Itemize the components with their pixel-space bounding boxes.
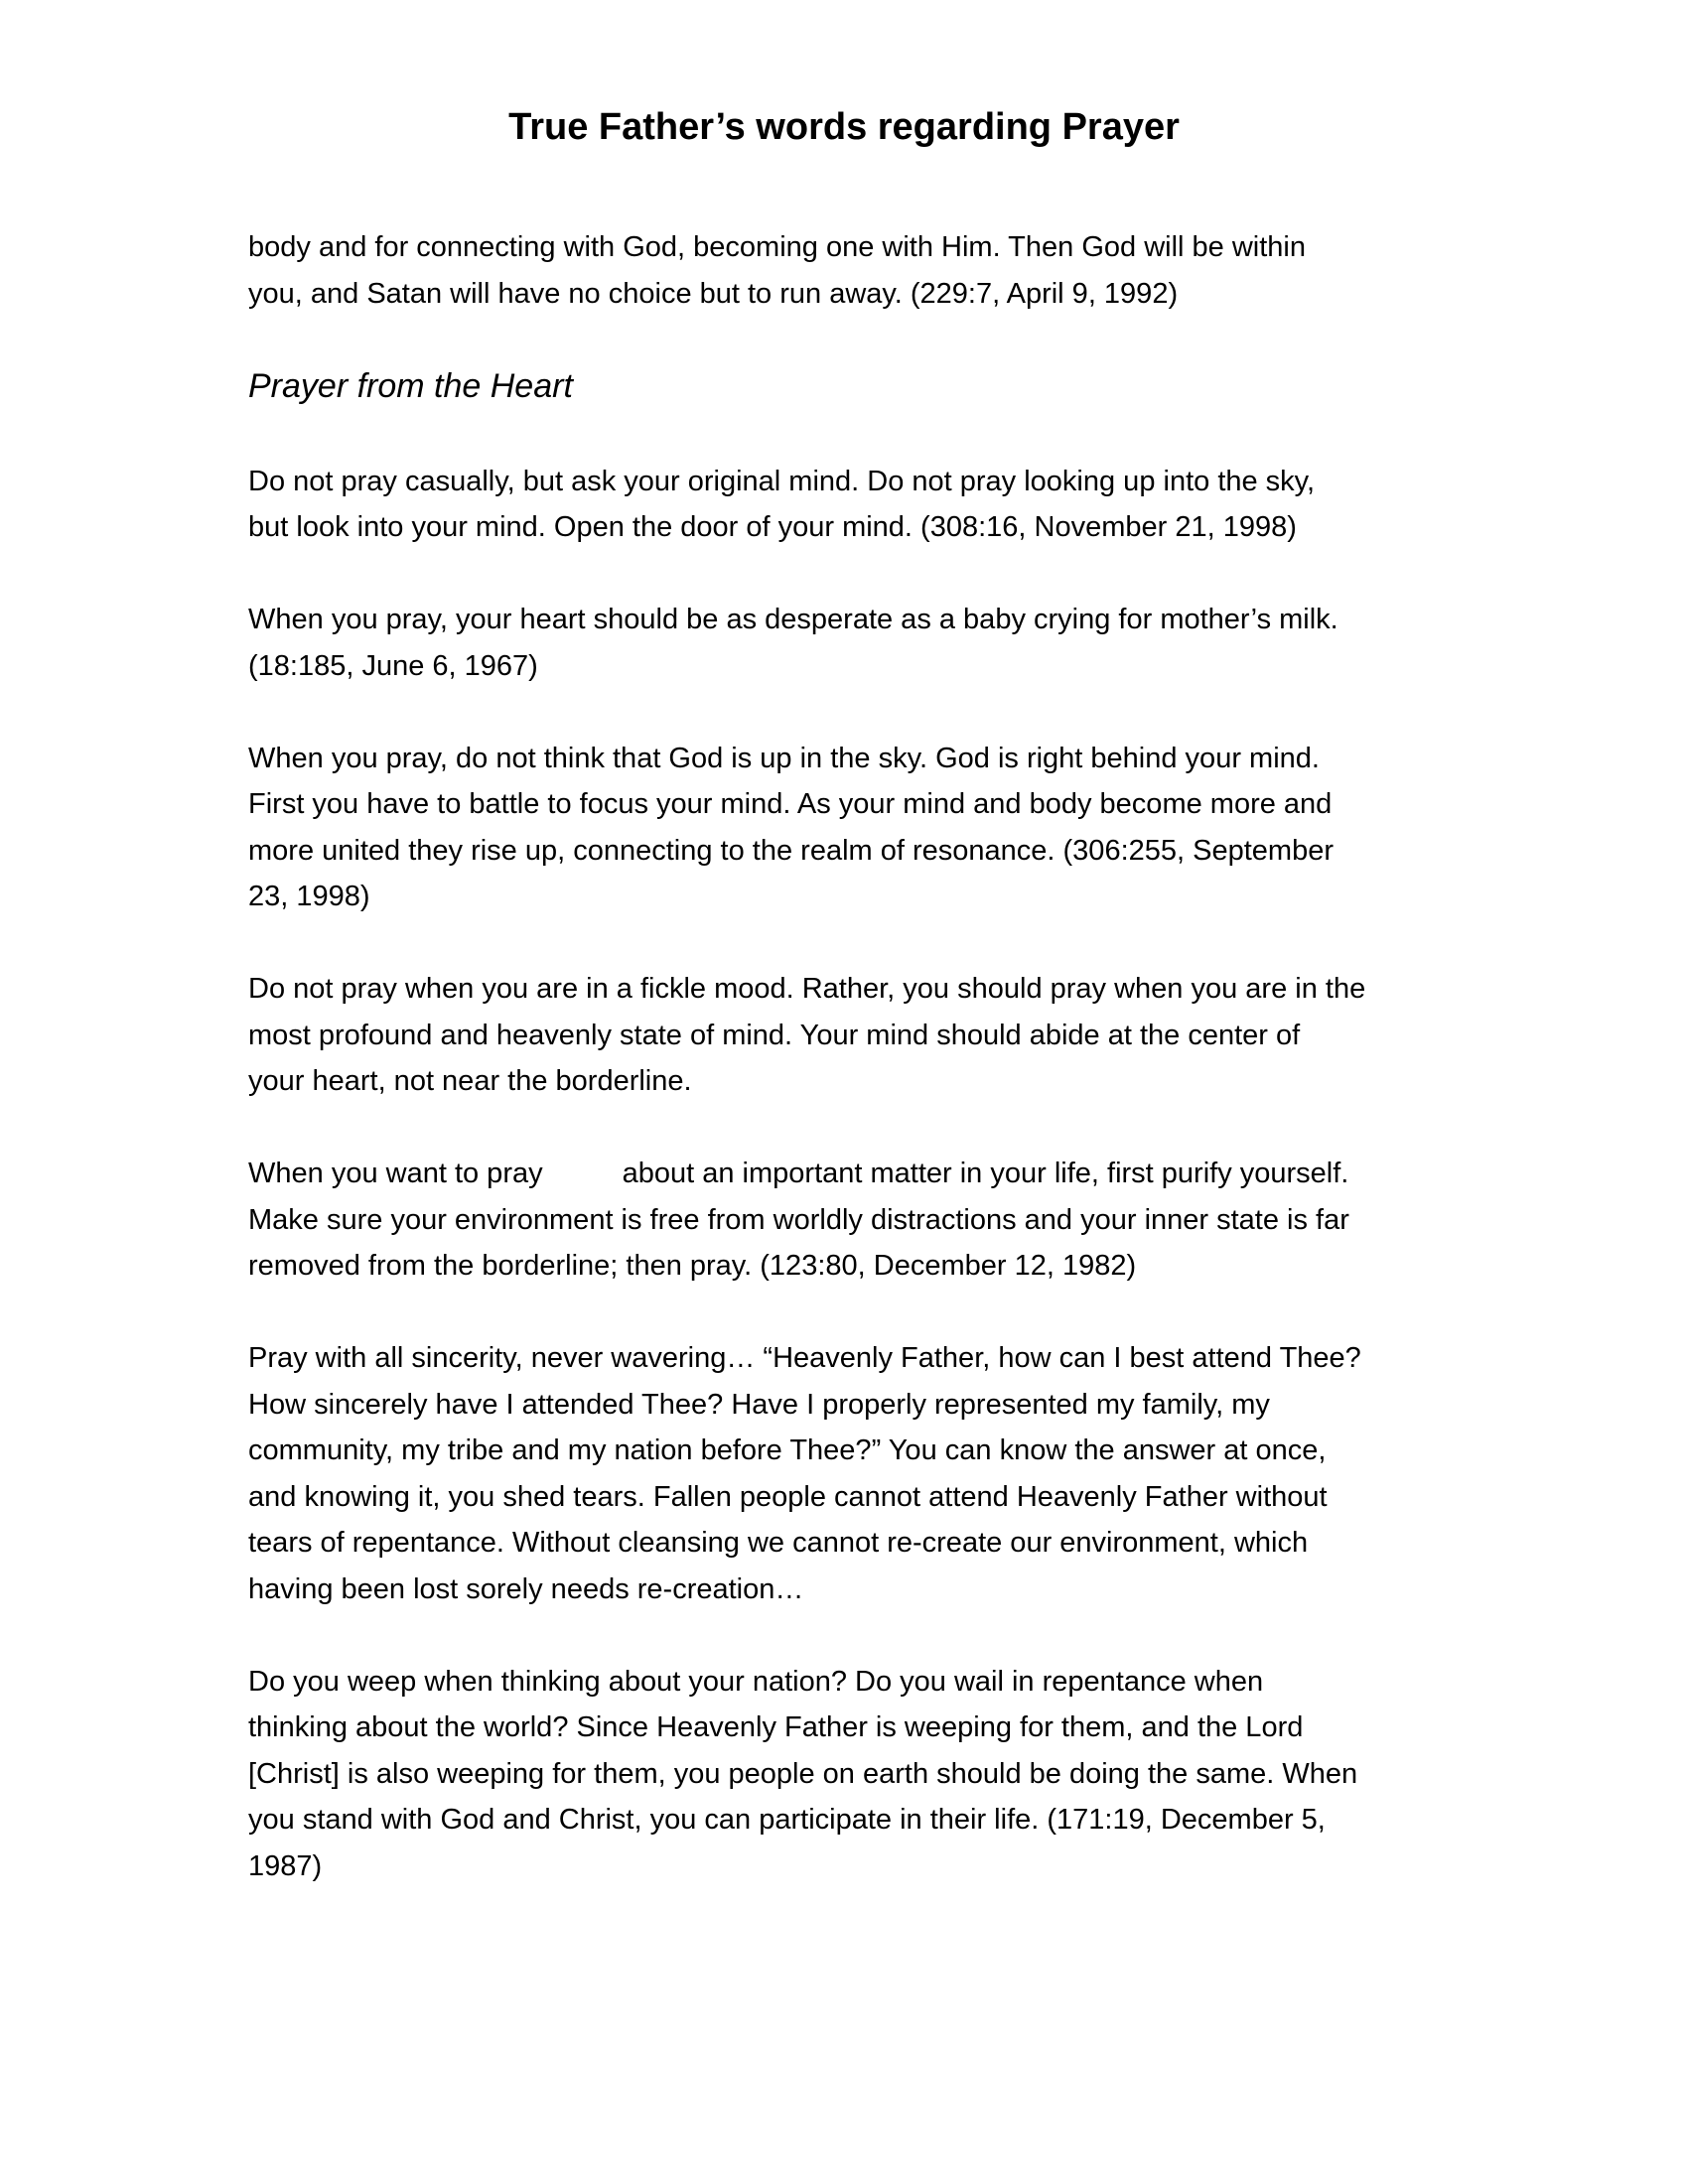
paragraph-purify-start: When you want to pray xyxy=(248,1158,543,1189)
paragraph-original-mind: Do not pray casually, but ask your original mind. Do not pray looking up into the sky, but look into your mind. Open the door of your mind. (308:16, November 21, 1998) xyxy=(248,465,1316,543)
paragraph-purify-rest: about an important matter in your life, first purify yourself. Make sure your environment is free from worldly distractions and your inner state is far removed from the borderline; then pray. (123:80, December 12, 1982) xyxy=(248,1158,1349,1282)
paragraph-sincerity: Pray with all sincerity, never wavering… “Heavenly Father, how can I best attend Thee? How sincerely have I attended Thee? Have I properly represented my family, my community, my tribe and my nation before Thee?” You can know the answer at once, and knowing it, you shed tears. Fallen people cannot attend Heavenly Father without tears of repentance. Without cleansing we cannot re-create our environment, which having been lost sorely needs re-creation… xyxy=(248,1342,1361,1605)
paragraph-weep-for-nation: Do you weep when thinking about your nation? Do you wail in repentance when thinking about the world? Since Heavenly Father is weeping for them, and the Lord [Christ] is also weeping for them, you people on earth should be doing the same. When you stand with God and Christ, you can participate in their life. (171:19, December 5, 1987) xyxy=(248,1665,1358,1882)
page-title: True Father’s words regarding Prayer xyxy=(508,106,1180,148)
document-body xyxy=(248,224,1460,1936)
paragraph-desperate-heart: When you pray, your heart should be as desperate as a baby crying for mother’s milk. (18:185, June 6, 1967) xyxy=(248,604,1338,682)
intro-paragraph: body and for connecting with God, becoming one with Him. Then God will be within you, and Satan will have no choice but to run away. (229:7, April 9, 1992) xyxy=(248,231,1306,310)
paragraph-purify-yourself xyxy=(248,1151,1460,1290)
section-heading: Prayer from the Heart xyxy=(248,366,573,405)
paragraph-fickle-mood: Do not pray when you are in a fickle mood. Rather, you should pray when you are in the most profound and heavenly state of mind. Your mind should abide at the center of your heart, not near the borderline. xyxy=(248,973,1366,1097)
paragraph-god-behind-mind: When you pray, do not think that God is up in the sky. God is right behind your mind. First you have to battle to focus your mind. As your mind and body become more and more united they rise up, connecting to the realm of resonance. (306:255, September 23, 1998) xyxy=(248,742,1334,912)
